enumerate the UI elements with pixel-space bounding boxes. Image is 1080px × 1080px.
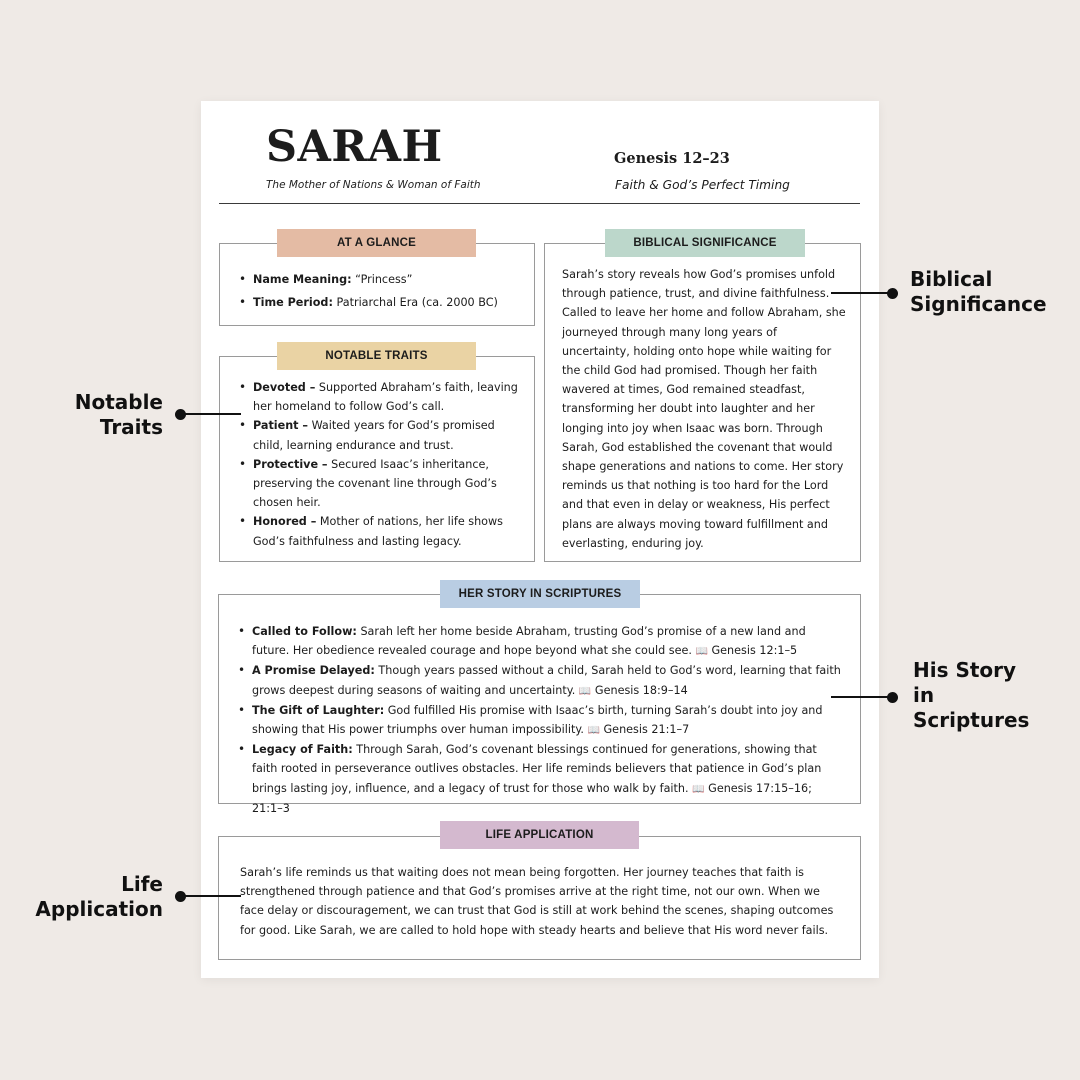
at-a-glance-heading: AT A GLANCE (277, 229, 476, 257)
her-story-box (218, 594, 861, 815)
her-story-heading: HER STORY IN SCRIPTURES (440, 580, 640, 608)
open-book-icon: 📖 (692, 783, 705, 795)
biblical-significance-heading: BIBLICAL SIGNIFICANCE (605, 229, 805, 257)
theme-tagline: Faith & God’s Perfect Timing (615, 178, 790, 192)
callout-line-story (831, 696, 893, 698)
open-book-icon: 📖 (587, 725, 600, 737)
callout-line-life (182, 895, 241, 897)
list-item: • Time Period: Patriarchal Era (ca. 2000 BC) (238, 293, 528, 312)
list-item: • A Promise Delayed: Though years passed without a child, Sarah held to God’s word, learning that faith grows deepest during seasons of waiting and uncertainty. 📖 Genesis 18:9–14 (237, 661, 842, 700)
biblical-significance-text: Sarah’s story reveals how God’s promises unfold through patience, trust, and divine faithfulness. Called to leave her home and follow Abraham, she journeyed through many long years of uncertainty, holding onto hope while waiting for the child God had promised. Though her faith wavered at times, God remained steadfast, transforming her doubt into laughter and her longing into joy when Isaac was born. Through Sarah, God established the covenant that would shape generations and nations to come. Her story reminds us that nothing is too hard for the Lord and that even in delay or weakness, His perfect plans are always moving toward fulfillment and everlasting, enduring joy. (562, 268, 846, 550)
her-story-list (237, 622, 842, 818)
page-title: SARAH (266, 122, 443, 172)
callout-dot-biblical (887, 288, 898, 299)
callout-his-story: His Story in Scriptures (913, 658, 1030, 732)
header-divider (219, 203, 860, 204)
life-application-box (218, 836, 861, 960)
list-item: • Called to Follow: Sarah left her home beside Abraham, trusting God’s promise of a new land and future. Her obedience revealed courage and hope beyond what she could see. 📖 Genesis 12:1–5 (237, 622, 842, 661)
list-item: • Honored – Mother of nations, her life shows God’s faithfulness and lasting legacy. (238, 512, 528, 550)
list-item: • Legacy of Faith: Through Sarah, God’s covenant blessings continued for generations, showing that faith rooted in perseverance outlives obstacles. Her life reminds believers that patience in God’s plan brings lasting joy, influence, and a legacy of trust for those who walk by faith. 📖 Genesis 17:15–16; 21:1–3 (237, 740, 842, 818)
scripture-reference: Genesis 12–23 (614, 150, 730, 167)
at-a-glance-list (238, 270, 528, 312)
page-subtitle: The Mother of Nations & Woman of Faith (266, 179, 481, 191)
list-item: • Patient – Waited years for God’s promised child, learning endurance and trust. (238, 416, 528, 454)
life-application-heading: LIFE APPLICATION (440, 821, 639, 849)
list-item: • The Gift of Laughter: God fulfilled His promise with Isaac’s birth, turning Sarah’s doubt into joy and showing that His power triumphs over human impossibility. 📖 Genesis 21:1–7 (237, 701, 842, 740)
callout-line-traits (182, 413, 241, 415)
callout-notable-traits: Notable Traits (74, 390, 163, 439)
open-book-icon: 📖 (695, 646, 708, 658)
notable-traits-list (238, 378, 528, 551)
list-item: • Name Meaning: “Princess” (238, 270, 528, 289)
callout-life-application: Life Application (35, 872, 163, 921)
callout-biblical-significance: Biblical Significance (910, 267, 1047, 316)
life-application-text: Sarah’s life reminds us that waiting does not mean being forgotten. Her journey teaches that faith is strengthened through patience and that God’s promises arrive at the right time, not our own. When we face delay or discouragement, we can trust that God is still at work behind the scenes, shaping outcomes for good. Like Sarah, we are called to hold hope with steady hearts and believe that His word never fails. (240, 866, 834, 937)
open-book-icon: 📖 (578, 685, 592, 697)
callout-dot-story (887, 692, 898, 703)
notable-traits-heading: NOTABLE TRAITS (277, 342, 476, 370)
notable-traits-box (219, 356, 535, 562)
callout-line-biblical (831, 292, 893, 294)
list-item: • Devoted – Supported Abraham’s faith, leaving her homeland to follow God’s call. (238, 378, 528, 416)
biblical-significance-box (544, 243, 861, 562)
list-item: • Protective – Secured Isaac’s inheritance, preserving the covenant line through God’s chosen heir. (238, 455, 528, 513)
